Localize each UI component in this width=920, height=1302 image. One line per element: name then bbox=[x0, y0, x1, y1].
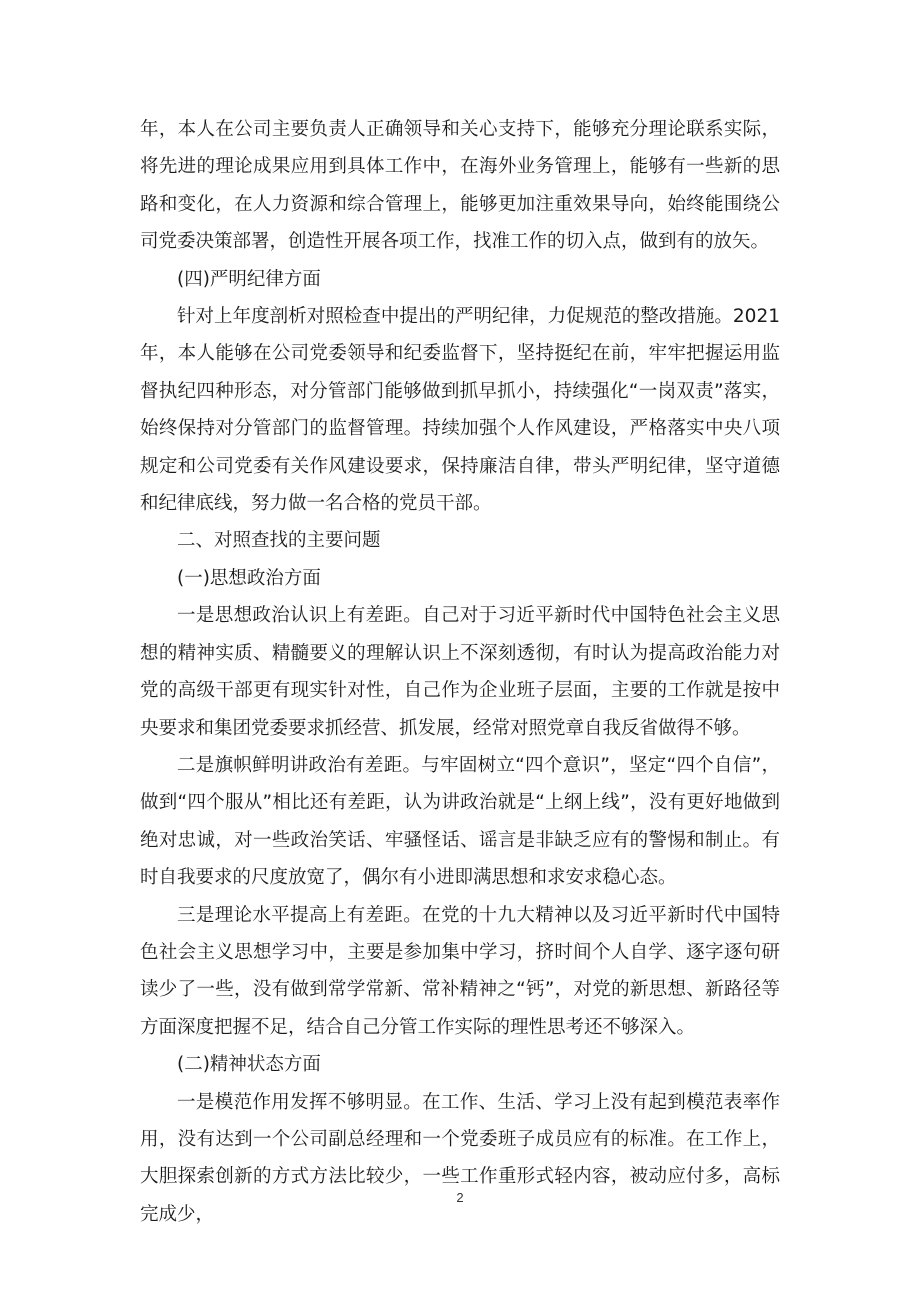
section-heading-main-problems: 二、对照查找的主要问题 bbox=[177, 530, 381, 552]
paragraph-talk-politics: 二是旗帜鲜明讲政治有差距。与牢固树立“四个意识”，坚定“四个自信”，做到“四个服从”相比还有差距，认为讲政治就是“上纲上线”，没有更好地做到绝对忠诚，对一些政治笑话、牢骚怪话、谣言是非缺乏应有的警惕和制止。有时自我要求的尺度放宽了，偶尔有小进即满思想和求安求稳心态。 bbox=[140, 754, 780, 889]
paragraph-theory-level: 三是理论水平提高上有差距。在党的十九大精神以及习近平新时代中国特色社会主义思想学习中，主要是参加集中学习，挤时间个人自学、逐字逐句研读少了一些，没有做到常学常新、常补精神之“钙”，对党的新思想、新路径等方面深度把握不足，结合自己分管工作实际的理性思考还不够深入。 bbox=[140, 904, 780, 1038]
paragraph-exemplary-role: 一是模范作用发挥不够明显。在工作、生活、学习上没有起到模范表率作用，没有达到一个公司副总经理和一个党委班子成员应有的标准。在工作上，大胆探索创新的方式方法比较少，一些工作重形式轻内容，被动应付多，高标完成少， bbox=[140, 1091, 780, 1225]
section-heading-discipline: (四)严明纪律方面 bbox=[177, 268, 321, 290]
paragraph-discipline: 针对上年度剖析对照检查中提出的严明纪律，力促规范的整改措施。2021年，本人能够在公司党委领导和纪委监督下，坚持挺纪在前，牢牢把握运用监督执纪四种形态，对分管部门能够做到抓早抓小，持续强化“一岗双责”落实，始终保持对分管部门的监督管理。持续加强个人作风建设，严格落实中央八项规定和公司党委有关作风建设要求，保持廉洁自律，带头严明纪律，坚守道德和纪律底线，努力做一名合格的党员干部。 bbox=[140, 306, 780, 515]
paragraph-political-awareness: 一是思想政治认识上有差距。自己对于习近平新时代中国特色社会主义思想的精神实质、精髓要义的理解认识上不深刻透彻，有时认为提高政治能力对党的高级干部更有现实针对性，自己作为企业班子层面，主要的工作就是按中央要求和集团党委要求抓经营、抓发展，经常对照党章自我反省做得不够。 bbox=[140, 605, 780, 739]
section-heading-spirit-state: (二)精神状态方面 bbox=[177, 1054, 321, 1076]
page-number: 2 bbox=[456, 1190, 464, 1205]
document-body bbox=[140, 111, 780, 1233]
section-heading-political-thought: (一)思想政治方面 bbox=[177, 567, 321, 589]
paragraph-continuation: 年，本人在公司主要负责人正确领导和关心支持下，能够充分理论联系实际，将先进的理论成果应用到具体工作中，在海外业务管理上，能够有一些新的思路和变化，在人力资源和综合管理上，能够更加注重效果导向，始终能围绕公司党委决策部署，创造性开展各项工作，找准工作的切入点，做到有的放矢。 bbox=[140, 119, 780, 253]
